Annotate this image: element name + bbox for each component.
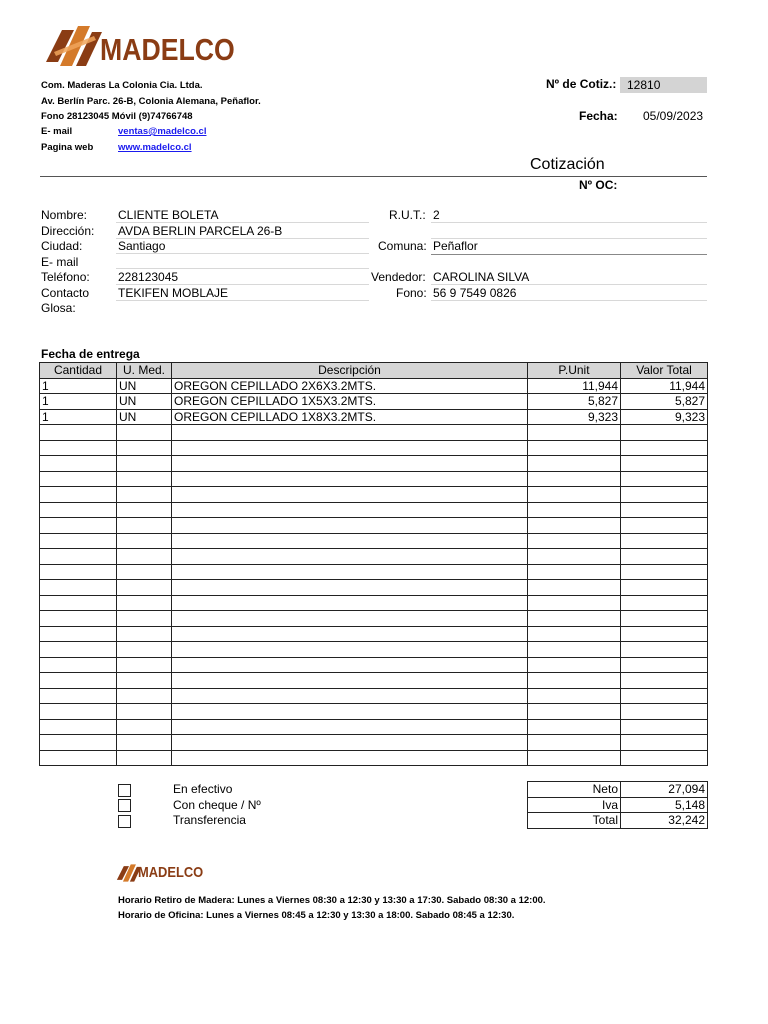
cash-checkbox[interactable]	[118, 784, 131, 797]
total-label: Total	[528, 813, 621, 829]
cell-description	[172, 425, 528, 441]
cell-unit-price	[528, 518, 621, 534]
table-row	[40, 626, 708, 642]
cash-label: En efectivo	[173, 782, 233, 796]
cell-quantity	[40, 750, 117, 766]
cell-unit-price	[528, 487, 621, 503]
cell-unit-price	[528, 735, 621, 751]
cell-description	[172, 595, 528, 611]
cell-quantity	[40, 456, 117, 472]
cell-unit	[117, 487, 172, 503]
cell-unit-price	[528, 425, 621, 441]
cell-description: OREGON CEPILLADO 1X5X3.2MTS.	[172, 394, 528, 410]
cell-unit: UN	[117, 378, 172, 394]
cell-quantity	[40, 580, 117, 596]
col-header-quantity: Cantidad	[40, 363, 117, 379]
cell-unit-price: 11,944	[528, 378, 621, 394]
client-city: Santiago	[118, 239, 166, 253]
cell-unit	[117, 595, 172, 611]
client-contact-underline	[116, 300, 369, 301]
cell-quantity	[40, 735, 117, 751]
cell-quantity	[40, 719, 117, 735]
pickup-hours: Horario Retiro de Madera: Lunes a Viernes 08:30 a 12:30 y 13:30 a 17:30. Sabado 08:30 a 12:00.	[118, 895, 546, 906]
table-row	[40, 719, 708, 735]
table-row	[40, 704, 708, 720]
logo-mark-icon	[44, 22, 104, 70]
col-header-description: Descripción	[172, 363, 528, 379]
client-phone-underline	[116, 284, 369, 285]
transfer-label: Transferencia	[173, 813, 246, 827]
cell-unit	[117, 502, 172, 518]
client-rut-label: R.U.T.:	[389, 208, 426, 222]
cell-unit-price	[528, 704, 621, 720]
cell-line-total	[621, 471, 708, 487]
cell-description: OREGON CEPILLADO 1X8X3.2MTS.	[172, 409, 528, 425]
cell-line-total	[621, 549, 708, 565]
client-phone-label: Teléfono:	[41, 270, 90, 284]
cell-description	[172, 564, 528, 580]
cell-description	[172, 456, 528, 472]
table-row	[40, 533, 708, 549]
cell-unit-price: 9,323	[528, 409, 621, 425]
cell-description	[172, 719, 528, 735]
table-row	[40, 409, 708, 425]
table-row	[40, 487, 708, 503]
total-value: 32,242	[621, 813, 708, 829]
cell-unit-price	[528, 611, 621, 627]
cell-unit	[117, 440, 172, 456]
cheque-checkbox[interactable]	[118, 799, 131, 812]
cell-quantity	[40, 673, 117, 689]
table-row	[40, 750, 708, 766]
client-email-label: E- mail	[41, 255, 79, 269]
cell-quantity	[40, 611, 117, 627]
cell-unit-price	[528, 626, 621, 642]
client-comuna-label: Comuna:	[378, 239, 427, 253]
cell-line-total	[621, 750, 708, 766]
client-email-underline	[116, 268, 369, 269]
quote-number-label: Nº de Cotiz.:	[546, 77, 617, 91]
client-contact: TEKIFEN MOBLAJE	[118, 286, 229, 300]
cell-unit	[117, 518, 172, 534]
cell-line-total	[621, 580, 708, 596]
cell-line-total	[621, 440, 708, 456]
cell-quantity	[40, 518, 117, 534]
cell-description	[172, 735, 528, 751]
cell-description	[172, 750, 528, 766]
cell-unit	[117, 719, 172, 735]
company-web-link[interactable]: www.madelco.cl	[118, 142, 192, 153]
cell-line-total	[621, 642, 708, 658]
cell-description	[172, 518, 528, 534]
seller-label: Vendedor:	[371, 270, 426, 284]
cell-unit-price	[528, 595, 621, 611]
cell-quantity	[40, 704, 117, 720]
col-header-total: Valor Total	[621, 363, 708, 379]
cell-unit	[117, 425, 172, 441]
cell-unit: UN	[117, 394, 172, 410]
header-divider	[40, 176, 707, 177]
totals-table	[527, 781, 708, 829]
cell-unit	[117, 456, 172, 472]
cell-unit	[117, 549, 172, 565]
seller-fono-label: Fono:	[396, 286, 427, 300]
cell-unit-price	[528, 657, 621, 673]
client-contact-label: Contacto	[41, 286, 90, 300]
transfer-checkbox[interactable]	[118, 815, 131, 828]
office-hours: Horario de Oficina: Lunes a Viernes 08:45 a 12:30 y 13:30 a 18:00. Sabado 08:45 a 12:30.	[118, 910, 515, 921]
table-row	[40, 735, 708, 751]
cell-description	[172, 471, 528, 487]
table-row	[40, 518, 708, 534]
cell-unit-price	[528, 502, 621, 518]
cell-unit: UN	[117, 409, 172, 425]
cell-quantity: 1	[40, 409, 117, 425]
client-rut-underline	[431, 222, 707, 223]
totals-row-neto	[528, 782, 708, 798]
client-comuna: Peñaflor	[433, 239, 478, 253]
table-row	[40, 595, 708, 611]
client-phone: 228123045	[118, 270, 179, 284]
cell-quantity	[40, 533, 117, 549]
neto-label: Neto	[528, 782, 621, 798]
cell-quantity	[40, 440, 117, 456]
cell-unit	[117, 657, 172, 673]
cell-line-total: 5,827	[621, 394, 708, 410]
cell-line-total	[621, 518, 708, 534]
cell-line-total	[621, 673, 708, 689]
cell-description	[172, 673, 528, 689]
col-header-unit: U. Med.	[117, 363, 172, 379]
cell-line-total	[621, 657, 708, 673]
cell-unit	[117, 642, 172, 658]
table-row	[40, 564, 708, 580]
cell-quantity	[40, 564, 117, 580]
cheque-label: Con cheque / Nº	[173, 798, 261, 812]
client-city-label: Ciudad:	[41, 239, 83, 253]
cell-unit	[117, 673, 172, 689]
table-row	[40, 440, 708, 456]
cell-line-total: 9,323	[621, 409, 708, 425]
oc-label: Nº OC:	[579, 178, 618, 192]
quote-date-label: Fecha:	[579, 109, 618, 123]
cell-description	[172, 688, 528, 704]
client-rut: 2	[433, 208, 440, 222]
cell-line-total	[621, 533, 708, 549]
table-row	[40, 549, 708, 565]
company-address: Av. Berlín Parc. 26-B, Colonia Alemana, Peñaflor.	[41, 96, 261, 107]
cell-unit-price	[528, 549, 621, 565]
cell-description	[172, 502, 528, 518]
cell-unit	[117, 626, 172, 642]
cell-unit-price	[528, 580, 621, 596]
col-header-unit-price: P.Unit	[528, 363, 621, 379]
cell-unit	[117, 735, 172, 751]
seller-fono: 56 9 7549 0826	[433, 286, 517, 300]
cell-unit-price	[528, 564, 621, 580]
cell-unit	[117, 533, 172, 549]
client-glosa-label: Glosa:	[41, 301, 76, 315]
seller-name: CAROLINA SILVA	[433, 270, 530, 284]
cell-line-total	[621, 595, 708, 611]
cell-quantity	[40, 688, 117, 704]
items-table	[39, 362, 708, 766]
cell-line-total	[621, 564, 708, 580]
table-row	[40, 456, 708, 472]
client-name-label: Nombre:	[41, 208, 88, 222]
cell-unit-price	[528, 440, 621, 456]
cell-quantity	[40, 595, 117, 611]
cell-description: OREGON CEPILLADO 2X6X3.2MTS.	[172, 378, 528, 394]
table-row	[40, 394, 708, 410]
cell-unit-price	[528, 719, 621, 735]
cell-description	[172, 704, 528, 720]
cell-line-total	[621, 704, 708, 720]
table-row	[40, 688, 708, 704]
iva-value: 5,148	[621, 797, 708, 813]
document-title: Cotización	[530, 156, 605, 173]
table-row	[40, 580, 708, 596]
cell-description	[172, 549, 528, 565]
cell-line-total	[621, 611, 708, 627]
quote-date: 05/09/2023	[643, 109, 704, 123]
table-row	[40, 425, 708, 441]
cell-quantity	[40, 657, 117, 673]
cell-line-total	[621, 626, 708, 642]
cell-line-total	[621, 456, 708, 472]
footer-logo-text: MADELCO	[138, 864, 204, 881]
neto-value: 27,094	[621, 782, 708, 798]
footer-logo	[116, 860, 206, 886]
cell-line-total	[621, 719, 708, 735]
cell-line-total	[621, 688, 708, 704]
cell-unit-price	[528, 471, 621, 487]
cell-quantity	[40, 549, 117, 565]
cell-description	[172, 611, 528, 627]
cell-unit	[117, 704, 172, 720]
cell-line-total	[621, 735, 708, 751]
cell-description	[172, 642, 528, 658]
company-email-link[interactable]: ventas@madelco.cl	[118, 126, 207, 137]
cell-quantity	[40, 642, 117, 658]
cell-quantity: 1	[40, 378, 117, 394]
logo-text: MADELCO	[100, 32, 235, 67]
company-email-label: E- mail	[41, 126, 73, 137]
totals-row-total	[528, 813, 708, 829]
client-city-underline	[116, 253, 369, 254]
cell-unit-price	[528, 642, 621, 658]
items-header-row	[40, 363, 708, 379]
cell-quantity	[40, 425, 117, 441]
company-web-label: Pagina web	[41, 142, 94, 153]
table-row	[40, 673, 708, 689]
cell-line-total	[621, 487, 708, 503]
cell-unit-price: 5,827	[528, 394, 621, 410]
cell-quantity	[40, 626, 117, 642]
cell-description	[172, 626, 528, 642]
client-address-label: Dirección:	[41, 224, 95, 238]
cell-quantity	[40, 471, 117, 487]
iva-label: Iva	[528, 797, 621, 813]
table-row	[40, 502, 708, 518]
table-row	[40, 657, 708, 673]
cell-line-total: 11,944	[621, 378, 708, 394]
client-address: AVDA BERLIN PARCELA 26-B	[118, 224, 283, 238]
cell-description	[172, 657, 528, 673]
company-phones: Fono 28123045 Móvil (9)74766748	[41, 111, 193, 122]
cell-unit	[117, 750, 172, 766]
cell-unit	[117, 688, 172, 704]
client-comuna-underline	[431, 254, 707, 255]
seller-underline	[431, 284, 707, 285]
table-row	[40, 378, 708, 394]
cell-quantity	[40, 502, 117, 518]
seller-fono-underline	[431, 300, 707, 301]
company-name: Com. Maderas La Colonia Cia. Ltda.	[41, 80, 203, 91]
totals-row-iva	[528, 797, 708, 813]
cell-line-total	[621, 502, 708, 518]
cell-description	[172, 580, 528, 596]
client-name: CLIENTE BOLETA	[118, 208, 219, 222]
cell-description	[172, 533, 528, 549]
delivery-date-label: Fecha de entrega	[41, 347, 140, 361]
company-logo	[44, 22, 235, 74]
table-row	[40, 471, 708, 487]
cell-unit	[117, 580, 172, 596]
cell-description	[172, 440, 528, 456]
table-row	[40, 611, 708, 627]
client-name-underline	[116, 222, 369, 223]
cell-unit-price	[528, 456, 621, 472]
table-row	[40, 642, 708, 658]
cell-unit-price	[528, 688, 621, 704]
cell-unit	[117, 611, 172, 627]
cell-quantity	[40, 487, 117, 503]
cell-unit	[117, 564, 172, 580]
quote-number: 12810	[627, 78, 661, 92]
cell-unit	[117, 471, 172, 487]
cell-quantity: 1	[40, 394, 117, 410]
cell-unit-price	[528, 533, 621, 549]
cell-description	[172, 487, 528, 503]
cell-line-total	[621, 425, 708, 441]
cell-unit-price	[528, 673, 621, 689]
cell-unit-price	[528, 750, 621, 766]
